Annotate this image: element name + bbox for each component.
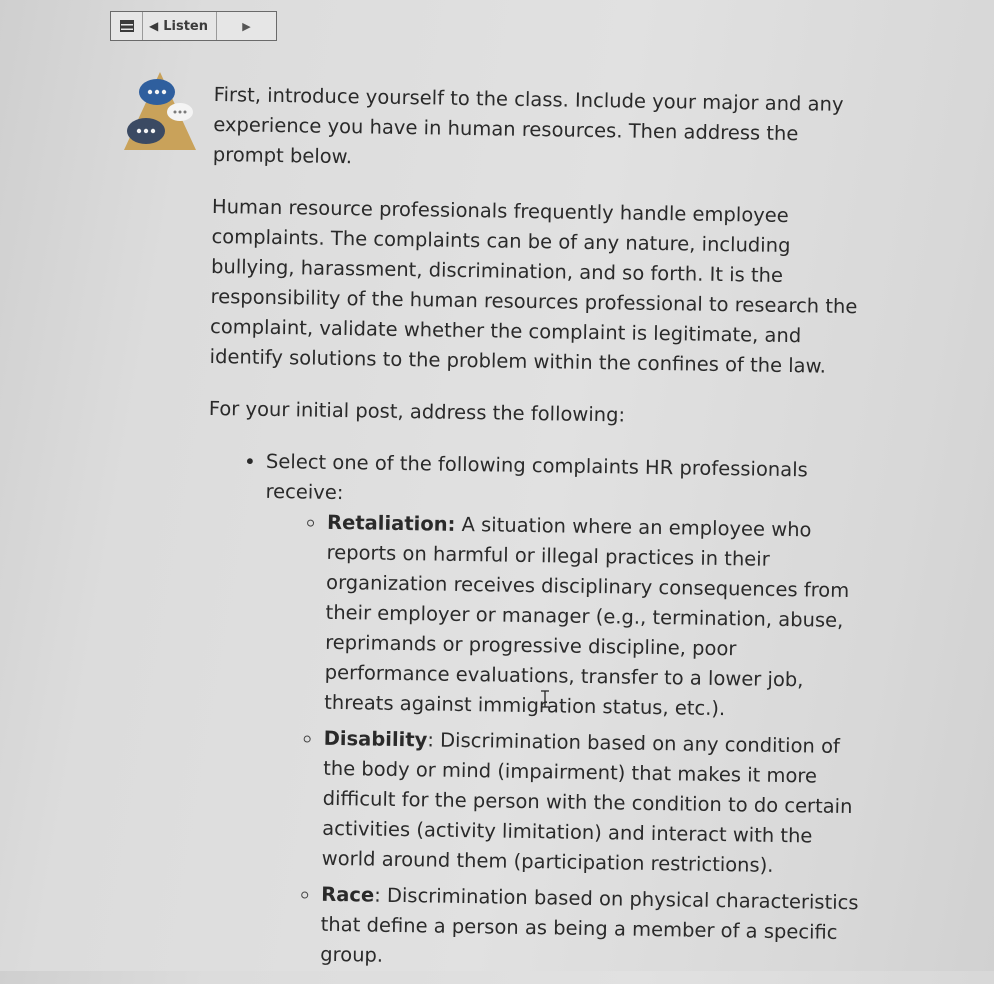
readspeaker-toolbar bbox=[110, 11, 277, 41]
complaint-disability bbox=[322, 724, 864, 882]
bullet-text: Select one of the following complaints HR professionals receive: bbox=[265, 449, 808, 505]
play-button[interactable] bbox=[217, 20, 276, 33]
body-paragraph: Human resource professionals frequently handle employee complaints. The complaints can be of any nature, including bullying, harassment, discrimination, and so forth. It is the responsibility of the human resources professional to research the complaint, validate whether the complaint is legitimate, and identify solutions to the problem within the confines of the law. bbox=[209, 194, 858, 378]
listen-button[interactable] bbox=[143, 12, 217, 40]
complaint-definition: : Discrimination based on any condition of the body or mind (impairment) that makes it more difficult for the person with the condition to do certain activities (activity limitation) and interact with the world around them (participation restrictions). bbox=[321, 728, 853, 877]
speaker-icon: ◀ bbox=[149, 19, 159, 33]
complaint-term: Disability bbox=[323, 726, 428, 752]
discussion-prompt bbox=[200, 80, 874, 984]
discussion-bubbles-icon bbox=[122, 68, 198, 152]
complaint-retaliation bbox=[324, 508, 867, 726]
initial-post-paragraph: For your initial post, address the following: bbox=[208, 396, 626, 427]
text-cursor-icon bbox=[541, 690, 549, 708]
complaints-list bbox=[258, 507, 859, 978]
play-icon: ▶ bbox=[242, 19, 251, 33]
intro-paragraph: First, introduce yourself to the class. Include your major and any experience you have in human resources. Then address the prompt below. bbox=[212, 82, 844, 169]
complaint-definition: A situation where an employee who reports on harmful or illegal practices in their organization receives disciplinary consequences from their employer or manager (e.g., termination, abuse, reprimands or progressive discipline, poor performance evaluations, transfer to a lower job, threats against immigration status, etc.). bbox=[324, 512, 850, 721]
menu-button[interactable] bbox=[111, 12, 143, 40]
listen-label: Listen bbox=[163, 18, 208, 34]
complaint-definition: : Discrimination based on physical characteristics that define a person as being a member of a specific group. bbox=[320, 883, 859, 967]
complaint-term: Race bbox=[321, 882, 375, 907]
complaint-term: Retaliation: bbox=[326, 510, 456, 536]
complaint-race bbox=[320, 880, 861, 978]
instructions-list bbox=[200, 446, 868, 978]
menu-icon bbox=[120, 20, 134, 32]
list-item bbox=[258, 447, 859, 978]
